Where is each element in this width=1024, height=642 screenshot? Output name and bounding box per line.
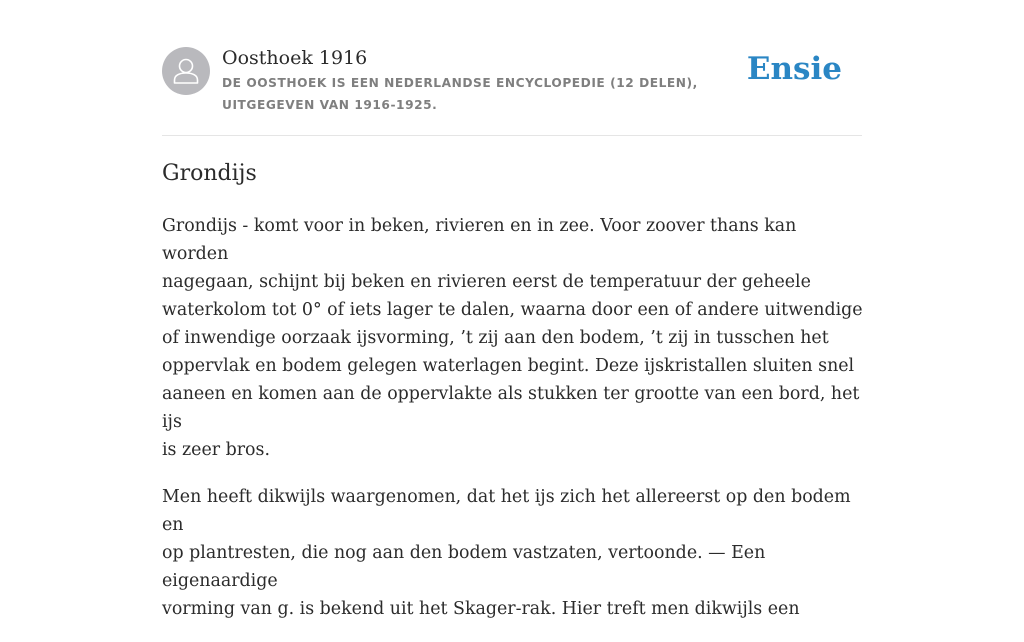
ensie-logo-link[interactable]: Ensie xyxy=(746,51,842,87)
user-silhouette-icon[interactable] xyxy=(162,47,210,95)
source-title[interactable]: Oosthoek 1916 xyxy=(222,47,368,69)
entry-body xyxy=(162,212,864,642)
header-divider xyxy=(162,135,862,136)
entry-term-title: Grondijs xyxy=(162,161,257,186)
source-header xyxy=(162,46,862,116)
entry-paragraph: Grondijs - komt voor in beken, rivieren en in zee. Voor zoover thans kan worden nagegaan, schijnt bij beken en rivieren eerst de temperatuur der geheele waterkolom tot 0° of iets lager te dalen, waarna door een of andere uitwendige of inwendige oorzaak ijsvorming, ’t zij aan den bodem, ’t zij in tusschen het oppervlak en bodem gelegen waterlagen begint. Deze ijskristallen sluiten snel aaneen en komen aan de oppervlakte als stukken ter grootte van een bord, het ijs is zeer bros. xyxy=(162,216,863,460)
entry-paragraph: Men heeft dikwijls waargenomen, dat het ijs zich het allereerst op den bodem en op plantresten, die nog aan den bodem vastzaten, vertoonde. — Een eigenaardige vorming van g. is bekend uit het Skager-rak. Hier treft men dikwijls een xyxy=(162,487,851,619)
source-description: DE OOSTHOEK IS EEN NEDERLANDSE ENCYCLOPEDIE (12 DELEN), UITGEGEVEN VAN 1916-1925. xyxy=(222,76,698,112)
